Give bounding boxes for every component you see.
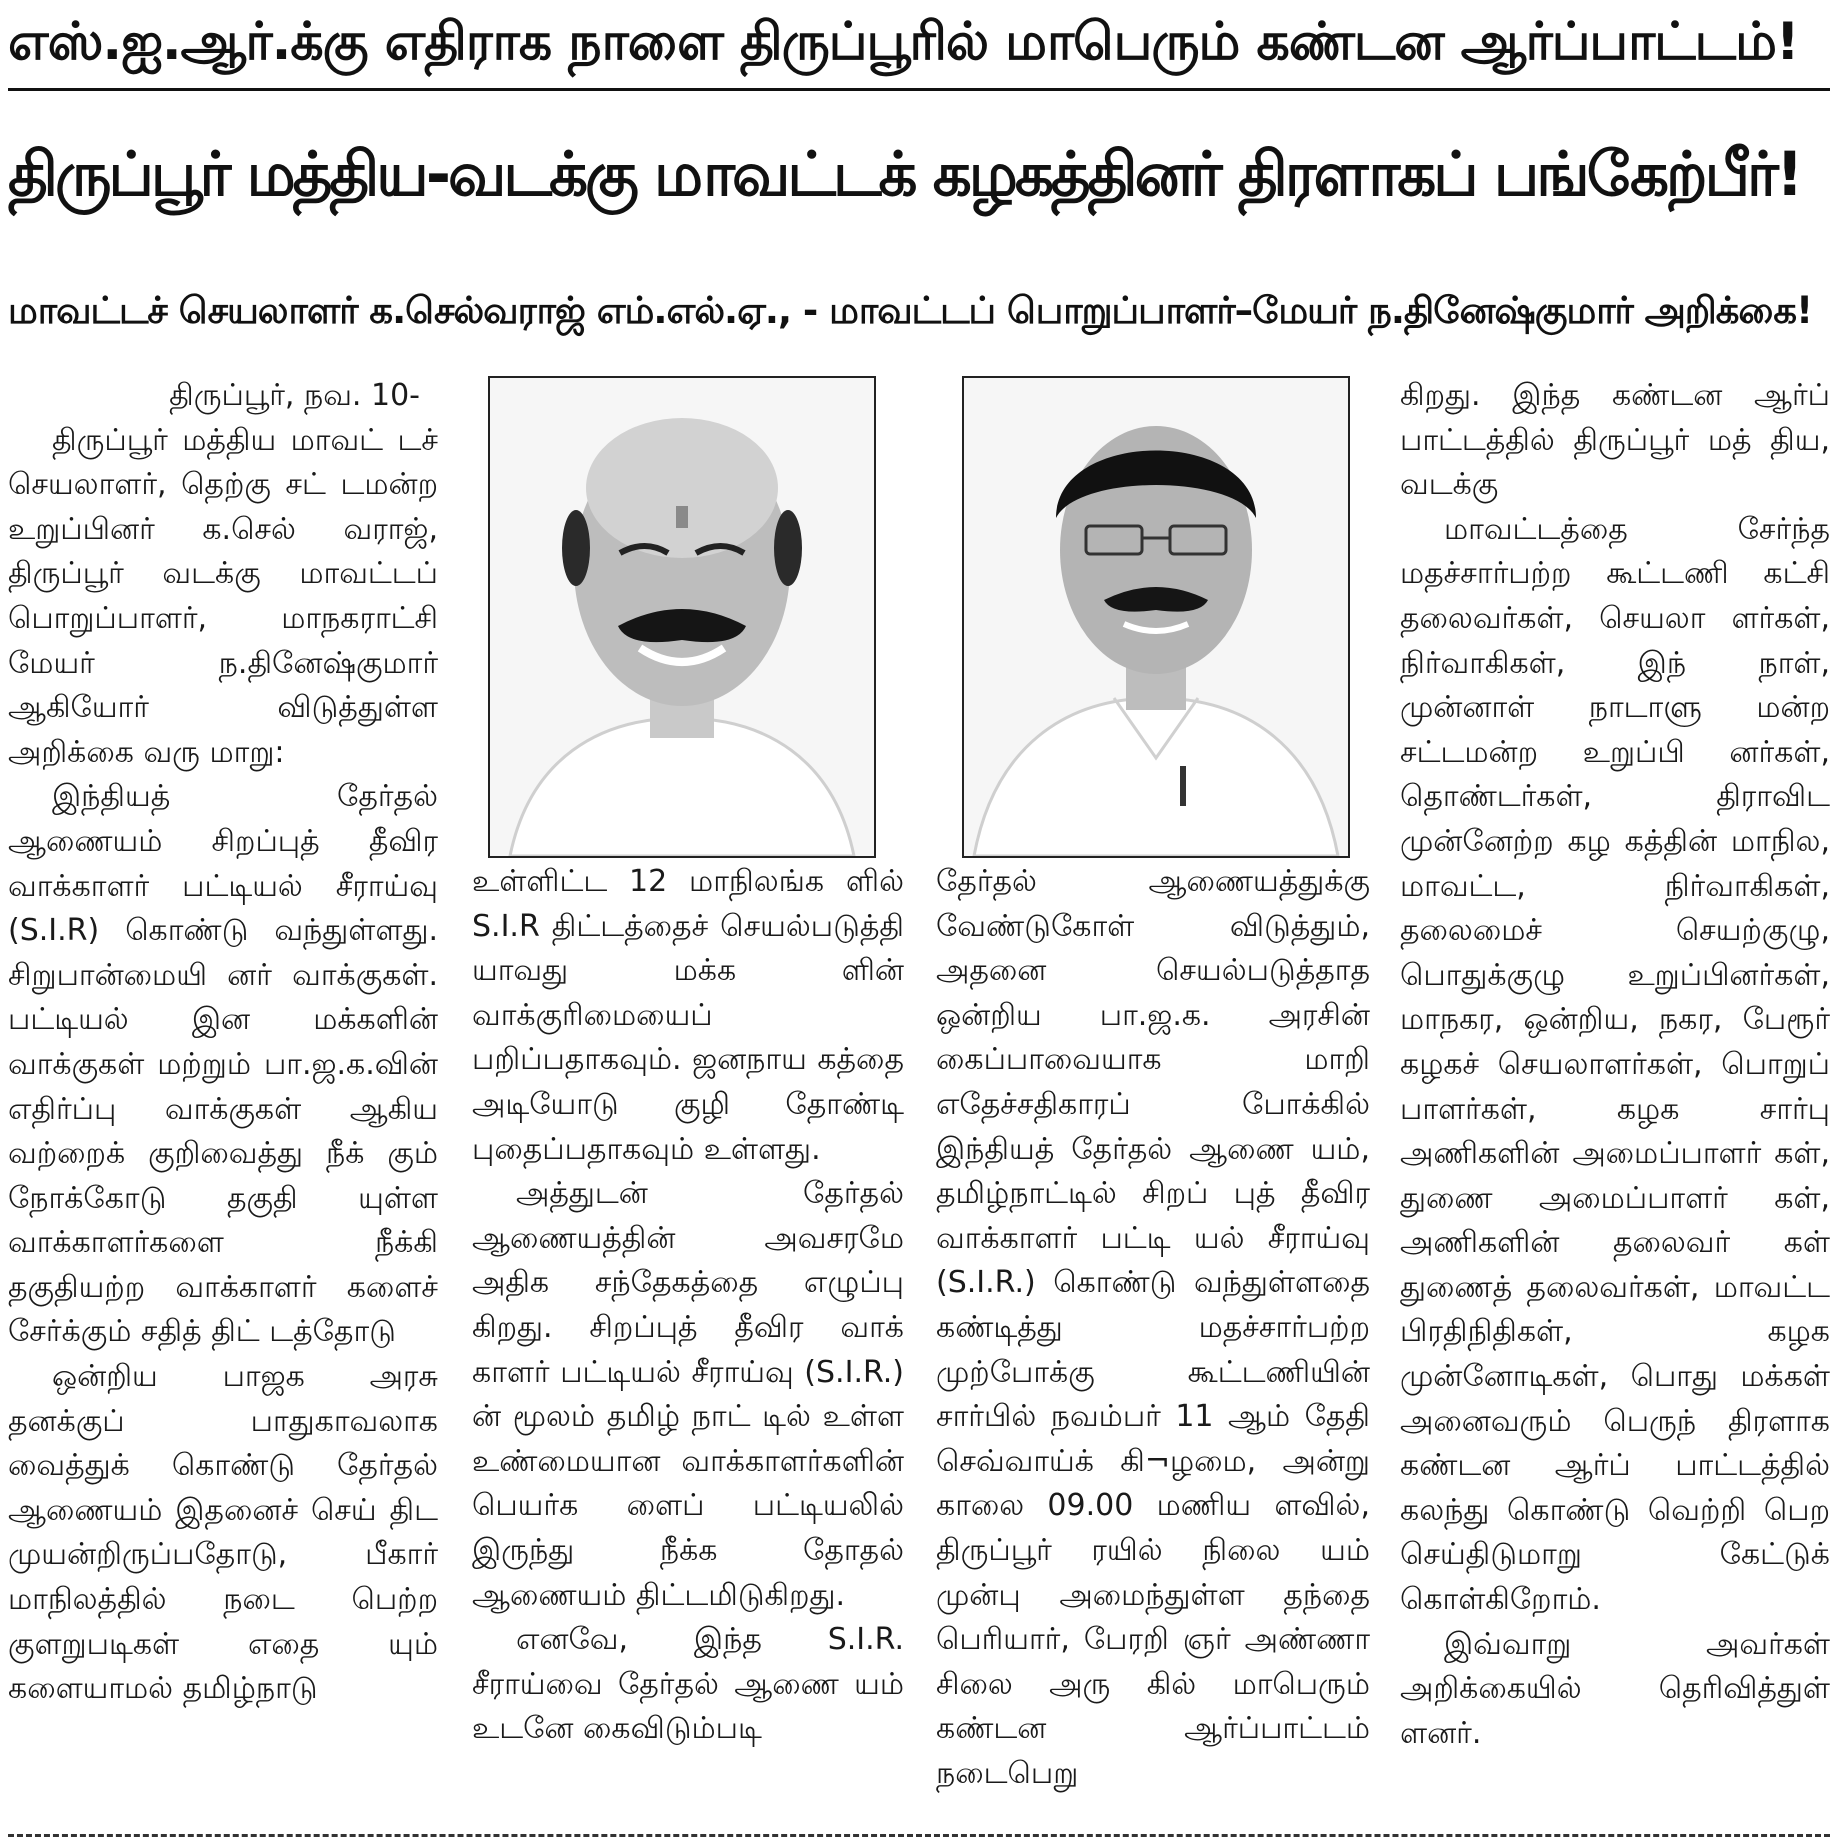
article-column-3 [936, 860, 1370, 1824]
paragraph: உள்ளிட்ட 12 மாநிலங்க ளில் S.I.R திட்டத்தைச் செயல்படுத்தி யாவது மக்க ளின் வாக்குரிமையைப் பறிப்பதாகவும். ஜனநாய கத்தை அடியோடு குழி தோண்டி புதைப்பதாகவும் உள்ளது. [472, 864, 904, 1167]
portrait-2-image [964, 378, 1348, 856]
article-column-2 [472, 860, 904, 1824]
paragraph: அத்துடன் தேர்தல் ஆணையத்தின் அவசரமே அதிக சந்தேகத்தை எழுப்பு கிறது. சிறப்புத் தீவிர வாக் காளர் பட்டியல் சீராய்வு (S.I.R.) ன் மூலம் தமிழ் நாட் டில் உள்ள உண்மையான வாக்காளர்களின் பெயர்க ளைப் பட்டியலில் இருந்து நீக்க தோதல் ஆணையம் திட்டமிடுகிறது. [472, 1176, 904, 1613]
article-column-1 [8, 374, 438, 1824]
paragraph: தேர்தல் ஆணையத்துக்கு வேண்டுகோள் விடுத்தும், அதனை செயல்படுத்தாத ஒன்றிய பா.ஜ.க. அரசின் கைப்பாவையாக மாறி எதேச்சதிகாரப் போக்கில் இந்தியத் தேர்தல் ஆணை யம், தமிழ்நாட்டில் சிறப் புத் தீவிர வாக்காளர் பட்டி யல் சீராய்வு (S.I.R.) கொண்டு வந்துள்ளதை கண்டித்து மதச்சார்பற்ற முற்போக்கு கூட்டணியின் சார்பில் நவம்பர் 11 ஆம் தேதி செவ்வாய்க் கி¬ழமை, அன்று காலை 09.00 மணிய ளவில், திருப்பூர் ரயில் நிலை யம் முன்பு அமைந்துள்ள தந்தை பெரியார், பேரறி ஞர் அண்ணா சிலை அரு கில் மாபெரும் கண்டன ஆர்ப்பாட்டம் நடைபெறு [936, 864, 1370, 1791]
sub-headline: மாவட்டச் செயலாளர் க.செல்வராஜ் எம்.எல்.ஏ., - மாவட்டப் பொறுப்பாளர்–மேயர் ந.தினேஷ்குமார் அறிக்கை! [8, 289, 1812, 332]
kicker-headline: எஸ்.ஐ.ஆர்.க்கு எதிராக நாளை திருப்பூரில் மாபெரும் கண்டன ஆர்ப்பாட்டம்! [8, 12, 1799, 72]
headline-rule [8, 88, 1830, 91]
portrait-1-image [490, 378, 874, 856]
main-headline: திருப்பூர் மத்திய-வடக்கு மாவட்டக் கழகத்தினர் திரளாகப் பங்கேற்பீர்! [8, 139, 1801, 210]
paragraph: இவ்வாறு அவர்கள் அறிக்கையில் தெரிவித்துள் ளனர். [1400, 1626, 1830, 1751]
photo-portrait-2 [962, 376, 1350, 858]
paragraph: ஒன்றிய பாஜக அரசு தனக்குப் பாதுகாவலாக வைத்துக் கொண்டு தேர்தல் ஆணையம் இதனைச் செய் திட முயன்றிருப்பதோடு, பீகார் மாநிலத்தில் நடை பெற்ற குளறுபடிகள் எதை யும் களையாமல் தமிழ்நாடு [8, 1359, 438, 1707]
photo-portrait-1 [488, 376, 876, 858]
paragraph: கிறது. இந்த கண்டன ஆர்ப் பாட்டத்தில் திருப்பூர் மத் திய, வடக்கு [1400, 378, 1830, 503]
dateline: திருப்பூர், நவ. 10- [169, 378, 420, 413]
paragraph: இந்தியத் தேர்தல் ஆணையம் சிறப்புத் தீவிர வாக்காளர் பட்டியல் சீராய்வு (S.I.R) கொண்டு வந்துள்ளது. சிறுபான்மையி னர் வாக்குகள். பட்டியல் இன மக்களின் வாக்குகள் மற்றும் பா.ஜ.க.வின் எதிர்ப்பு வாக்குகள் ஆகிய வற்றைக் குறிவைத்து நீக் கும் நோக்கோடு தகுதி யுள்ள வாக்காளர்களை நீக்கி தகுதியற்ற வாக்காளர் களைச் சேர்க்கும் சதித் திட் டத்தோடு [8, 779, 438, 1350]
paragraph: எனவே, இந்த S.I.R. சீராய்வை தேர்தல் ஆணை யம் உடனே கைவிடும்படி [472, 1622, 904, 1747]
paragraph: திருப்பூர் மத்திய மாவட் டச் செயலாளர், தெற்கு சட் டமன்ற உறுப்பினர் க.செல் வராஜ், திருப்பூர் வடக்கு மாவட்டப் பொறுப்பாளர், மாநகராட்சி மேயர் ந.தினேஷ்குமார் ஆகியோர் விடுத்துள்ள அறிக்கை வரு மாறு: [8, 422, 438, 770]
article-column-4 [1400, 374, 1830, 1824]
bottom-dashed-rule [8, 1834, 1830, 1837]
paragraph: மாவட்டத்தை சேர்ந்த மதச்சார்பற்ற கூட்டணி கட்சி தலைவர்கள், செயலா ளர்கள், நிர்வாகிகள், இந் நாள், முன்னாள் நாடாளு மன்ற சட்டமன்ற உறுப்பி னர்கள், தொண்டர்கள், திராவிட முன்னேற்ற கழ கத்தின் மாநில, மாவட்ட, நிர்வாகிகள், தலைமைச் செயற்குழு, பொதுக்குழு உறுப்பினர்கள், மாநகர, ஒன்றிய, நகர, பேரூர் கழகச் செயலாளர்கள், பொறுப் பாளர்கள், கழக சார்பு அணிகளின் அமைப்பாளர் கள், துணை அமைப்பாளர் கள், அணிகளின் தலைவர் கள் துணைத் தலைவர்கள், மாவட்ட பிரதிநிதிகள், கழக முன்னோடிகள், பொது மக்கள் அனைவரும் பெருந் திரளாக கண்டன ஆர்ப் பாட்டத்தில் கலந்து கொண்டு வெற்றி பெற செய்திடுமாறு கேட்டுக் கொள்கிறோம். [1400, 511, 1830, 1618]
